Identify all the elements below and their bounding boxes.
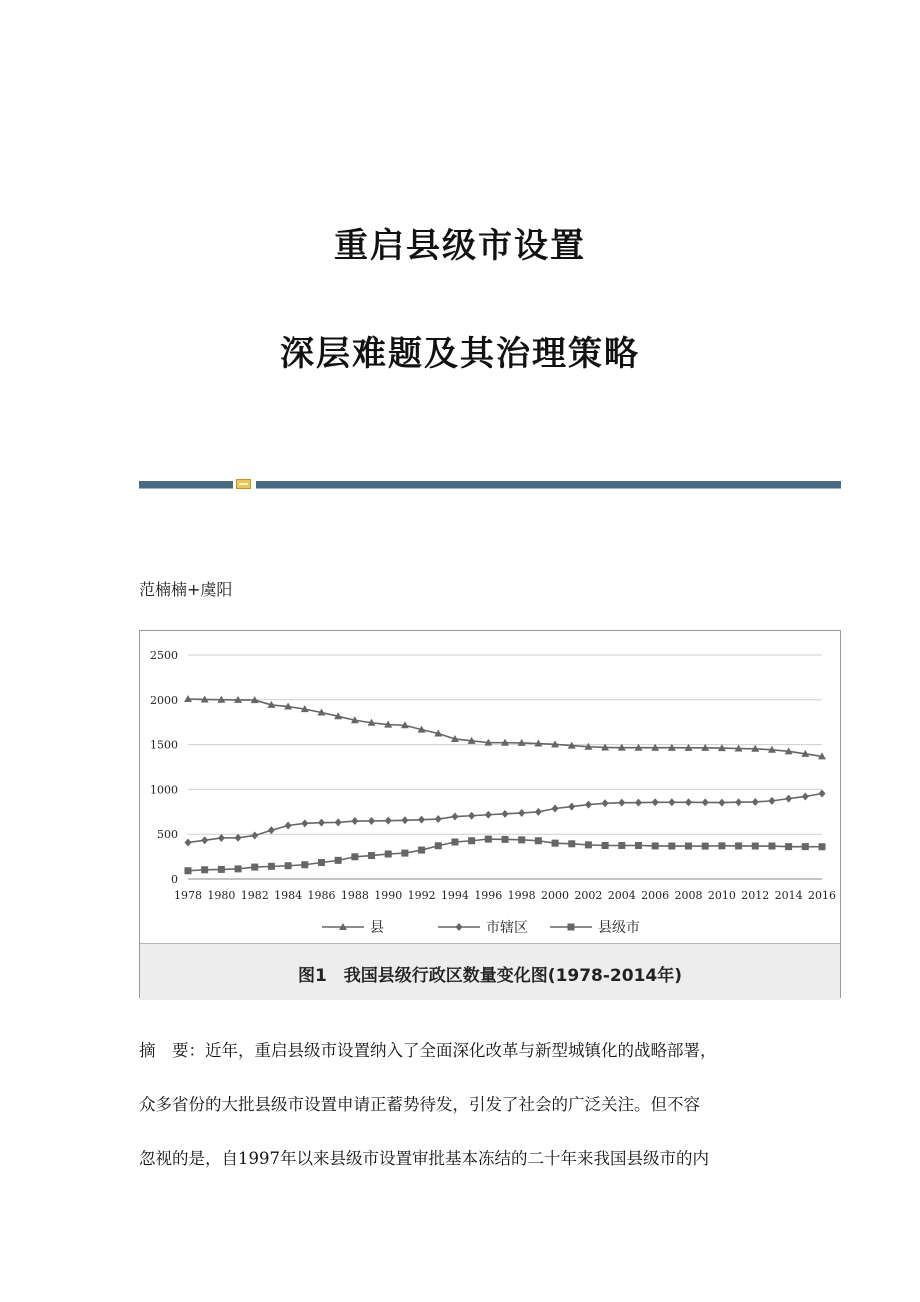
series-2-point	[385, 817, 392, 825]
x-tick-label: 1984	[274, 889, 303, 902]
series-2-point	[485, 811, 492, 819]
y-tick-label: 2000	[150, 693, 178, 707]
series-2-point	[235, 834, 242, 842]
x-tick-label: 2000	[541, 889, 570, 902]
series-2-point	[468, 812, 475, 820]
series-line-2	[188, 794, 822, 843]
series-3-point	[401, 850, 408, 857]
series-3-point	[418, 847, 425, 854]
series-line-3	[188, 839, 822, 871]
series-2-point	[368, 817, 375, 825]
series-3-point	[251, 864, 258, 871]
y-tick-label: 1000	[150, 783, 178, 797]
x-tick-label: 1994	[440, 889, 469, 902]
series-2-point	[785, 795, 792, 803]
series-3-point	[819, 843, 826, 850]
series-2-point	[735, 798, 742, 806]
divider-ornament-icon	[236, 479, 251, 489]
figure-caption: 图1 我国县级行政区数量变化图(1978-2014年)	[297, 966, 683, 986]
x-tick-label: 2014	[774, 889, 803, 902]
x-tick-label: 1982	[240, 889, 269, 902]
y-tick-label: 0	[171, 873, 178, 886]
series-2-point	[418, 816, 425, 824]
series-2-point	[185, 838, 192, 846]
line-chart	[140, 631, 840, 943]
series-2-point	[351, 817, 358, 825]
x-tick-label: 1996	[474, 889, 503, 902]
series-2-point	[268, 826, 275, 834]
legend-marker-2	[456, 923, 463, 931]
x-tick-label: 1980	[207, 889, 236, 902]
document-title-line-1: 重启县级市设置	[334, 226, 586, 266]
title-divider	[139, 479, 841, 489]
series-3-point	[502, 836, 509, 843]
series-2-point	[702, 798, 709, 806]
series-3-point	[435, 842, 442, 849]
series-2-point	[285, 822, 292, 830]
abstract	[139, 1024, 799, 1186]
series-3-point	[685, 843, 692, 850]
series-2-point	[335, 818, 342, 826]
divider-bar-left	[139, 481, 233, 488]
x-tick-label: 1998	[507, 889, 536, 902]
series-3-point	[335, 857, 342, 864]
series-3-point	[351, 853, 358, 860]
series-3-point	[218, 866, 225, 873]
series-2-point	[568, 803, 575, 811]
y-tick-label: 500	[157, 828, 178, 842]
series-2-point	[685, 798, 692, 806]
series-3-point	[735, 842, 742, 849]
series-2-point	[251, 831, 258, 839]
x-tick-label: 1978	[174, 889, 202, 902]
legend-label-2: 市辖区	[486, 920, 528, 936]
series-3-point	[518, 836, 525, 843]
series-3-point	[668, 843, 675, 850]
series-3-point	[201, 866, 208, 873]
series-3-point	[535, 837, 542, 844]
series-3-point	[635, 842, 642, 849]
series-2-point	[668, 798, 675, 806]
legend-label-3: 县级市	[598, 920, 640, 936]
document-title-line-2: 深层难题及其治理策略	[280, 334, 640, 374]
x-tick-label: 2008	[674, 889, 703, 902]
series-2-point	[602, 799, 609, 807]
series-2-point	[401, 816, 408, 824]
x-tick-label: 2010	[707, 889, 736, 902]
series-3-point	[318, 859, 325, 866]
series-3-point	[585, 841, 592, 848]
series-3-point	[785, 843, 792, 850]
series-3-point	[301, 861, 308, 868]
series-3-point	[718, 842, 725, 849]
series-2-point	[819, 790, 826, 798]
series-3-point	[385, 851, 392, 858]
x-tick-label: 1990	[374, 889, 403, 902]
series-3-point	[802, 843, 809, 850]
series-2-point	[201, 836, 208, 844]
series-3-point	[618, 842, 625, 849]
x-tick-label: 2012	[741, 889, 770, 902]
y-tick-label: 1500	[150, 738, 178, 752]
series-3-point	[485, 836, 492, 843]
series-2-point	[535, 808, 542, 816]
x-tick-label: 1992	[407, 889, 436, 902]
series-3-point	[752, 843, 759, 850]
series-3-point	[368, 852, 375, 859]
divider-bar-right	[256, 481, 841, 488]
series-3-point	[552, 840, 559, 847]
series-3-point	[235, 865, 242, 872]
series-2-point	[635, 799, 642, 807]
series-2-point	[518, 809, 525, 817]
legend-label-1: 县	[370, 920, 384, 936]
series-2-point	[301, 819, 308, 827]
series-2-point	[451, 813, 458, 821]
series-2-point	[552, 804, 559, 812]
series-3-point	[451, 838, 458, 845]
abstract-line-3: 忽视的是，自1997年以来县级市设置审批基本冻结的二十年来我国县级市的内	[139, 1149, 709, 1168]
series-2-point	[768, 797, 775, 805]
x-tick-label: 2006	[641, 889, 670, 902]
series-2-point	[718, 799, 725, 807]
series-2-point	[435, 815, 442, 823]
series-2-point	[218, 834, 225, 842]
x-tick-label: 2016	[808, 889, 836, 902]
series-2-point	[585, 801, 592, 809]
y-tick-label: 2500	[150, 649, 178, 662]
abstract-line-2: 众多省份的大批县级市设置申请正蓄势待发，引发了社会的广泛关注。但不容	[139, 1095, 700, 1114]
series-3-point	[568, 840, 575, 847]
series-2-point	[618, 799, 625, 807]
series-3-point	[602, 842, 609, 849]
x-tick-label: 2004	[607, 889, 636, 902]
legend-marker-3	[568, 924, 575, 931]
series-3-point	[702, 843, 709, 850]
series-2-point	[752, 798, 759, 806]
series-3-point	[652, 842, 659, 849]
series-2-point	[652, 798, 659, 806]
series-3-point	[185, 867, 192, 874]
series-2-point	[318, 819, 325, 827]
abstract-line-1: 摘 要：近年，重启县级市设置纳入了全面深化改革与新型城镇化的战略部署，	[139, 1041, 717, 1060]
series-2-point	[502, 810, 509, 818]
series-3-point	[285, 862, 292, 869]
series-3-point	[268, 863, 275, 870]
x-tick-label: 2002	[574, 889, 603, 902]
series-3-point	[468, 837, 475, 844]
x-tick-label: 1986	[307, 889, 336, 902]
x-tick-label: 1988	[340, 889, 369, 902]
author-line: 范楠楠+虞阳	[139, 580, 233, 599]
series-2-point	[802, 792, 809, 800]
figure-county-level-divisions	[139, 630, 841, 998]
series-line-1	[188, 699, 822, 756]
series-3-point	[768, 843, 775, 850]
